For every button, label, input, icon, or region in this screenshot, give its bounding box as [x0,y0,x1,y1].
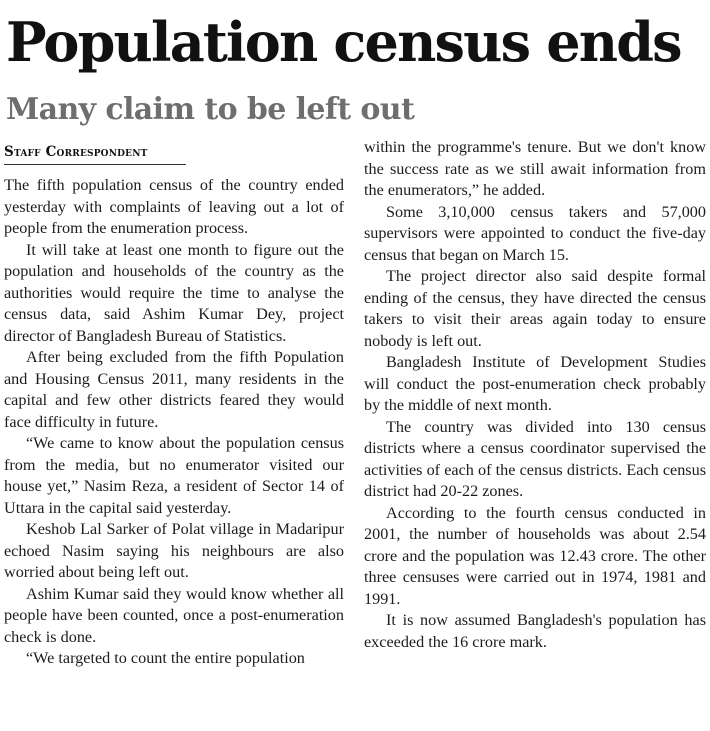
paragraph: Bangladesh Institute of Development Studies will conduct the post-enumeration check probably by the middle of next month. [364,353,706,414]
paragraph: The fifth population census of the country ended yesterday with complaints of leaving out a lot of people from the enumeration process. [4,176,344,237]
paragraph: Some 3,10,000 census takers and 57,000 supervisors were appointed to conduct the five-day census that began on March 15. [364,202,706,264]
headline: Population census ends [6,10,681,74]
paragraph: within the programme's tenure. But we don't know the success rate as we still await information from the enumerators,” he added. [364,138,706,199]
subheadline: Many claim to be left out [6,92,415,127]
article-body [4,138,706,670]
paragraph: The country was divided into 130 census districts where a census coordinator supervised the activities of each of the census districts. Each census district had 20-22 zones. [364,417,706,500]
right-column [364,137,706,670]
byline: Staff Correspondent [4,141,186,165]
paragraph: Keshob Lal Sarker of Polat village in Madaripur echoed Nasim saying his neighbours are also worried about being left out. [4,520,344,581]
paragraph: The project director also said despite formal ending of the census, they have directed the census takers to visit their areas again today to ensure nobody is left out. [364,267,706,350]
paragraph: “We came to know about the population census from the media, but no enumerator visited our house yet,” Nasim Reza, a resident of Sector 14 of Uttara in the capital said yesterday. [4,434,344,517]
left-column [4,141,344,670]
paragraph: “We targeted to count the entire population [26,649,305,667]
paragraph: After being excluded from the fifth Population and Housing Census 2011, many residents in the capital and few other districts feared they would face difficulty in future. [4,348,344,431]
paragraph: It will take at least one month to figure out the population and households of the country as the authorities would require the time to analyse the census data, said Ashim Kumar Dey, project director of Bangladesh Bureau of Statistics. [4,240,344,345]
paragraph: It is now assumed Bangladesh's population has exceeded the 16 crore mark. [364,611,706,651]
paragraph: Ashim Kumar said they would know whether all people have been counted, once a post-enumeration check is done. [4,584,344,646]
paragraph: According to the fourth census conducted in 2001, the number of households was about 2.54 crore and the population was 12.43 crore. The other three censuses were carried out in 1974, 1981 and 1991. [364,503,706,608]
